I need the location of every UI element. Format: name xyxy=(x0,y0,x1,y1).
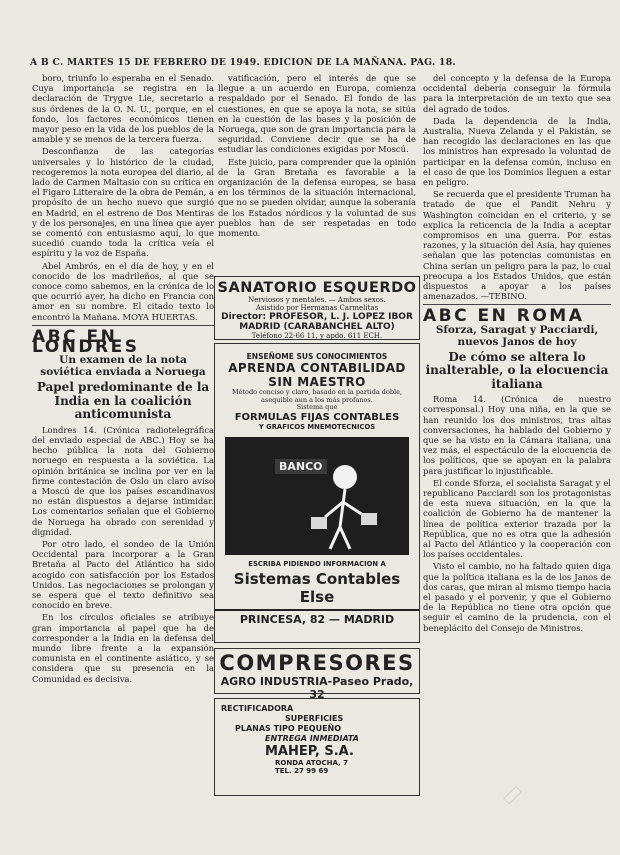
ad-address: PRINCESA, 82 — MADRID xyxy=(215,609,419,626)
article-paragraph: El conde Sforza, el socialista Saragat y el republicano Pacciardi son los protagonistas de esta nueva situación, en la que la coalición de Gobierno ha de mantener la línea de política exterior trazada por la República, que no es otra que la adhesión al Pacto del Atlántico y la cooperación con los países occidentales. xyxy=(423,477,611,560)
divider xyxy=(423,304,611,305)
article-paragraph: Roma 14. (Crónica de nuestro corresponsal.) Hoy una niña, en la que se han reunido los dos ministros, tras altas conversaciones, ha hablado del Gobierno y que se ha visto en la Cámara italiana, una vez más, el espectáculo de la elocuencia de los políticos, que se apoyan en la palabra para justificar lo injustificable. xyxy=(423,394,611,476)
divider xyxy=(32,325,214,326)
ad-text: Asistido por Hermanas Carmelitas xyxy=(255,304,379,312)
ad-title: SANATORIO ESQUERDO xyxy=(217,280,417,296)
article-paragraph: Abel Ambrós, en el día de hoy, y en el conocido de los madrileños, al que se conoce como sabemos, en la crónica de lo que ocurrió ayer, ha dicho en Francia con amor en su nombre. El citado texto lo encontró la Mañana. MOYA HUERTAS. xyxy=(32,260,214,322)
ad-text: Nerviosos y mentales. — Ambos sexos. xyxy=(248,296,386,304)
ad-text: ENTREGA INMEDIATA xyxy=(265,734,359,743)
article-paragraph: Londres 14. (Crónica radiotelegráfica del enviado especial de ABC.) Hoy se ha hecho pública la nota del Gobierno noruego en respuesta a la soviética. La opinión británica se inclina por ver en la firme contestación de Oslo un claro aviso a Moscú de que los países escandinavos no están dispuestos a dejarse intimidar. Los comentarios señalan que el Gobierno de Noruega ha obrado con serenidad y dignidad. xyxy=(32,424,214,537)
article-subheading: Sforza, Saragat y Pacciardi, nuevos Janos de hoy xyxy=(435,323,599,348)
article-paragraph: del concepto y la defensa de la Europa occidental debería conseguir la fórmula para la interpretación de un texto que sea del agrado de todos. xyxy=(423,73,611,114)
article-paragraph: Visto el cambio, no ha faltado quien diga que la política italiana es la de los Janos de dos caras, que miran al mismo tiempo hacia el pasado y el porvenir, y que el Gobierno de la República no tiene otra opción que seguir el camino de la prudencia, con el beneplácito del Consejo de Ministros. xyxy=(423,561,611,633)
article-paragraph: Dada la dependencia de la India, Australia, Nueva Zelanda y el Pakistán, se han recogido las declaraciones en las que los ministros han expresado la voluntad de participar en la defensa común, incluso en el caso de que los Dominios lleguen a estar en peligro. xyxy=(423,115,611,188)
bank-sign: BANCO xyxy=(275,459,327,474)
article-paragraph: boro, triunfo lo esperaba en el Senado. Cuya importancia se registra en la declaración de Trygve Lie, secretario a sus órdenes de la O. N. U., porque, en el fondo, los factores económicos tienen mayor peso en la vida de los pueblos de la amable y se menos de la tercera fuerza. xyxy=(32,73,214,145)
ad-text: Y GRAFICOS MNEMOTECNICOS xyxy=(258,422,376,431)
ad-illustration xyxy=(225,437,409,555)
ad-title: APRENDA CONTABILIDAD xyxy=(228,361,406,375)
article-paragraph: En los círculos oficiales se atribuye gran importancia al papel que ha de corresponder a la India en la defensa del mundo libre frente a la expansión comunista en el continente asiático, y se considera que su presencia en la Comunidad es decisiva. xyxy=(32,612,214,684)
section-heading-londres: ABC EN LONDRES xyxy=(32,326,140,358)
ad-title: COMPRESORES xyxy=(219,651,415,675)
article-paragraph: Se recuerda que el presidente Truman ha tratado de que el Pandit Nehru y Washington coincidan en el criterio, y se explica la reticencia de la India a aceptar compromisos en una guerra. Por estas razones, y la situación del Asia, hay quienes señalan que las potencias comunistas en China serían un peligro para la paz, lo cual preocupa a los Estados Unidos, que están dispuestos a apoyar a los países amenazados. —TEBINO. xyxy=(423,189,611,302)
ad-text: Sistema que xyxy=(296,403,338,411)
ad-text: Método conciso y claro, basado en la partida doble, asequible aun a los más profanos. xyxy=(231,388,403,404)
ad-sanatorio xyxy=(214,276,420,340)
article-subheading: De cómo se altera lo inalterable, o la elocuencia italiana xyxy=(425,349,609,391)
ad-location: MADRID (CARABANCHEL ALTO) xyxy=(239,322,395,332)
article-paragraph: Este juicio, para comprender que la opinión de la Gran Bretaña es favorable a la organización de la defensa europea, se basa en los términos de la situación internacional, que no se pueden olvidar, aunque la soberanía de los Estados nórdicos y la voluntad de sus pueblos han de ser respetadas en todo momento. xyxy=(218,156,416,239)
article-paragraph: Por otro lado, el sondeo de la Unión Occidental para incorporar a la Gran Bretaña al Pacto del Atlántico ha sido acogido con satisfacción por los Estados Unidos. Las negociaciones se prolongan y se espera que el texto definitivo sea conocido en breve. xyxy=(32,539,214,611)
ad-text: ESCRIBA PIDIENDO INFORMACION A xyxy=(248,559,386,568)
watermark: ▭ xyxy=(493,776,530,812)
ad-phone: Teléfono 22-66 11, y apdo. 611 ECH. xyxy=(251,332,383,340)
ad-address: RONDA ATOCHA, 7 xyxy=(275,759,348,767)
ad-text: PLANAS TIPO PEQUEÑO xyxy=(235,724,342,733)
ad-director: Director: PROFESOR, L. J. LOPEZ IBOR xyxy=(221,312,413,322)
watermark: ▭ xyxy=(83,66,120,102)
ad-brand: MAHEP, S.A. xyxy=(265,744,354,759)
ad-rectificadora xyxy=(214,698,420,796)
page-header: A B C. MARTES 15 DE FEBRERO DE 1949. EDICION DE LA MAÑANA. PAG. 18. xyxy=(30,57,456,68)
ad-title: SIN MAESTRO xyxy=(268,375,366,389)
column-middle-text xyxy=(218,73,416,271)
ad-text: ENSEÑOME SUS CONOCIMIENTOS xyxy=(246,352,388,361)
column-left xyxy=(32,73,214,853)
article-subheading: Papel predominante de la India en la coalición anticomunista xyxy=(36,380,210,422)
article-paragraph: Desconfianza de las categorías universales y lo histórico de la ciudad, recogeremos la nota europea del diario, al lado de Carmen Maltasio con su crítica en el Figaro Litteraire de la obra de Pemán, a propósito de un hecho nuevo que surgió en Madrid, en el estreno de Dos Mentiras y de los personajes, en una línea que ayer se comentó con entusiasmo aquí, lo que sucedió cuando toda la crítica veía el espíritu y la voz de España. xyxy=(32,146,214,259)
ad-text: SUPERFICIES xyxy=(285,714,344,723)
article-paragraph: vatificación, pero el interés de que se llegue a un acuerdo en Europa, comienza respaldado por el Senado. El fondo de las cuestiones, en que se apoya la nota, se sitúa en la cuestión de las bases y la posición de Noruega, que son de gran importancia para la seguridad. Conviene decir que se ha de estudiar las condiciones exigidas por Moscú. xyxy=(218,73,416,155)
article-subheading: Un examen de la nota soviética enviada a Noruega xyxy=(40,354,206,379)
ad-contabilidad xyxy=(214,343,420,643)
column-right xyxy=(423,73,611,853)
section-heading-roma: ABC EN ROMA xyxy=(423,306,585,327)
ad-phone: TEL. 27 99 69 xyxy=(275,767,329,775)
ad-address: AGRO INDUSTRIA-Paseo Prado, 32 xyxy=(220,675,414,701)
ad-text: FORMULAS FIJAS CONTABLES xyxy=(234,411,400,423)
ad-brand: Sistemas Contables Else xyxy=(233,569,401,606)
ad-title: RECTIFICADORA xyxy=(221,704,294,713)
figure-illustration xyxy=(225,437,411,555)
ad-compresores xyxy=(214,648,420,701)
